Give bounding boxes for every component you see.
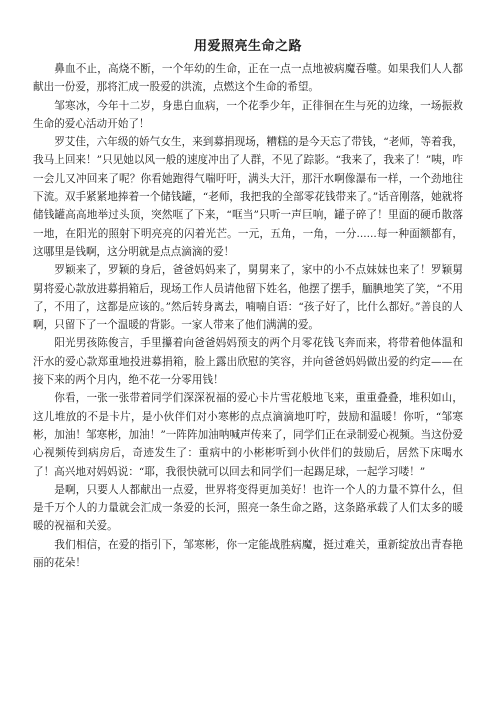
paragraph-chen-junyan: 阳光男孩陈俊言，手里攥着向爸爸妈妈预支的两个月零花钱飞奔而来，将带着他体温和汗水的爱心款郑重地投进募捐箱，脸上露出欣慰的笑容，并向爸爸妈妈做出爱的约定——在接下来的两个月内，绝不花一分零用钱！ [33, 337, 463, 387]
paragraph-reflection: 是啊，只要人人都献出一点爱，世界将变得更加美好！也许一个人的力量不算什么，但是千万个人的力量就会汇成一条爱的长河，照亮一条生命之路，这条路承载了人们太多的暖暖的祝福和关爱。 [33, 483, 463, 533]
paragraph-cards-video: 你看，一张一张带着同学们深深祝福的爱心卡片雪花般地飞来，重重叠叠，堆积如山，这儿堆放的不是卡片，是小伙伴们对小寒彬的点点滴滴地叮咛，鼓励和温暖！你听，“邹寒彬，加油！邹寒彬，加油！”一阵阵加油呐喊声传来了，同学们正在录制爱心视频。当这份爱心视频传到病房后，奇迹发生了：重病中的小彬彬听到小伙伴们的鼓励后，居然下床喝水了！高兴地对妈妈说：“耶，我很快就可以回去和同学们一起踢足球，一起学习喽！” [33, 392, 463, 478]
paragraph-closing: 我们相信，在爱的指引下，邹寒彬，你一定能战胜病魔，挺过难关，重新绽放出青春艳丽的花朵！ [33, 538, 463, 570]
document-title: 用爱照亮生命之路 [193, 39, 302, 54]
paragraph-luo-ying: 罗颖来了，罗颖的身后，爸爸妈妈来了，舅舅来了，家中的小不点妹妹也来了！罗颖舅舅将爱心款放进募捐箱后，现场工作人员请他留下姓名，他摆了摆手，腼腆地笑了笑，“不用了，不用了，这都是应该的。”然后转身离去，喃喃自语：“孩子好了，比什么都好。”善良的人啊，只留下了一个温暖的背影。一家人带来了他们满满的爱。 [33, 264, 463, 332]
paragraph-luo-aijia: 罗艾佳，六年级的娇气女生，来到募捐现场，糟糕的是今天忘了带钱，“老师，等着我，我马上回来！”只见她以风一般的速度冲出了人群，不见了踪影。“我来了，我来了！”咦，咋一会儿又冲回来了呢？你看她跑得气喘吁吁，满头大汗，那汗水啊像瀑布一样，一个劲地往下流。双手紧紧地捧着一个储钱罐，“老师，我把我的全部零花钱带来了。”话音刚落，她就将储钱罐高高地举过头顶，突然哐了下来，“哐当”只听一声巨响，罐子碎了！里面的硬币散落一地，在阳光的照射下明亮亮的闪着光芒。一元，五角，一角，一分......每一种面额都有，这哪里是钱啊，这分明就是点点滴滴的爱！ [33, 136, 463, 258]
paragraph-patient: 邹寒冰，今年十二岁，身患白血病，一个花季少年，正徘徊在生与死的边缘，一场振救生命的爱心活动开始了！ [33, 99, 463, 130]
paragraph-intro: 鼻血不止，高烧不断，一个年幼的生命，正在一点一点地被病魔吞噬。如果我们人人都献出一份爱，那将汇成一股爱的洪流，点燃这个生命的希望。 [33, 63, 463, 94]
